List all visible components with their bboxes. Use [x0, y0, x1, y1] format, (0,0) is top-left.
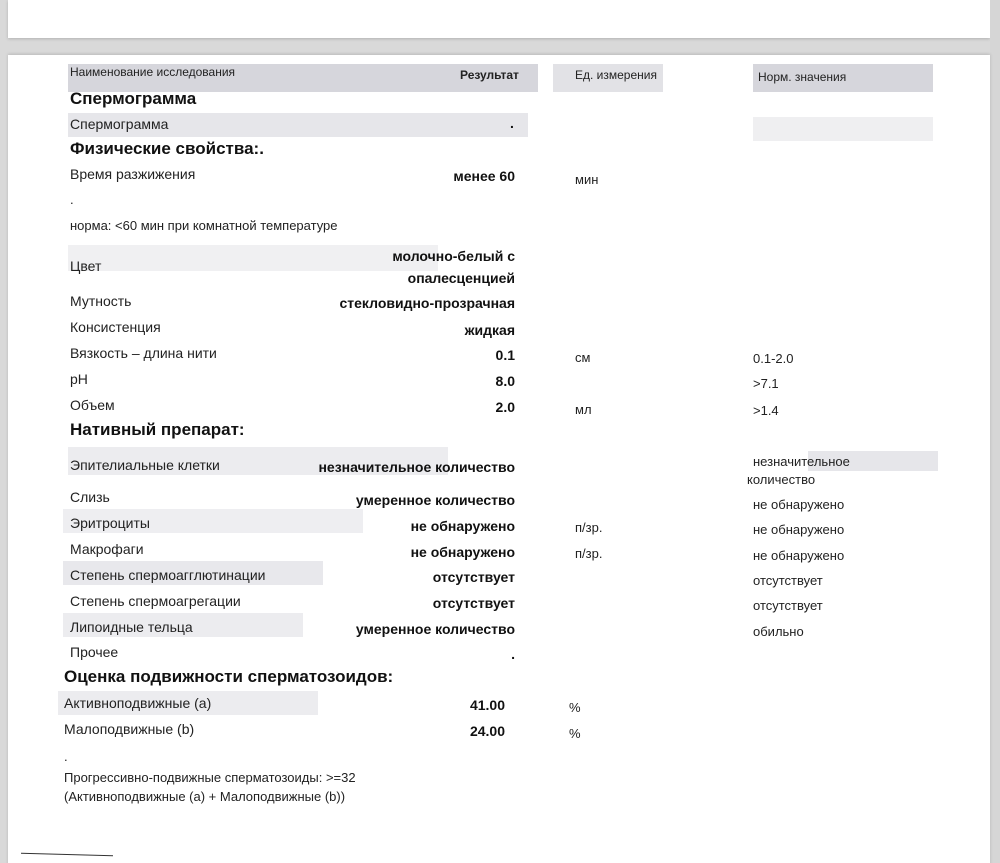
- row-result-aggregation: отсутствует: [432, 595, 515, 611]
- motility-note-line1: Прогрессивно-подвижные сперматозоиды: >=32: [64, 770, 356, 785]
- row-result-liquefaction: менее 60: [453, 168, 515, 184]
- row-norm-agglutination: отсутствует: [753, 573, 823, 588]
- row-result-agglutination: отсутствует: [432, 569, 515, 585]
- viewer-edge: [990, 0, 1000, 863]
- row-name-color: Цвет: [70, 258, 102, 274]
- row-unit-low-motile: %: [569, 726, 581, 741]
- row-result-spermogram: .: [510, 115, 514, 131]
- row-unit-macrophages: п/зр.: [575, 546, 603, 561]
- row-result-volume: 2.0: [495, 399, 515, 415]
- section-title-physical: Физические свойства:.: [70, 139, 264, 158]
- row-result-color-line1: молочно-белый с: [392, 248, 515, 264]
- row-name-epithelial: Эпителиальные клетки: [70, 457, 220, 473]
- row-name-aggregation: Степень спермоагрегации: [70, 593, 241, 609]
- row-norm-lipoid-bodies: обильно: [753, 624, 804, 639]
- row-name-active-motile: Активноподвижные (a): [64, 695, 212, 711]
- previous-page: [8, 0, 990, 38]
- row-norm-aggregation: отсутствует: [753, 598, 823, 613]
- lab-report-page: [8, 55, 990, 863]
- row-name-lipoid-bodies: Липоидные тельца: [70, 619, 193, 635]
- dot-marker: .: [70, 192, 74, 207]
- row-name-volume: Объем: [70, 397, 115, 413]
- row-name-agglutination: Степень спермоагглютинации: [70, 567, 266, 583]
- row-band: [753, 117, 933, 141]
- liquefaction-note: норма: <60 мин при комнатной температуре: [70, 218, 338, 233]
- row-result-color-line2: опалесценцией: [407, 270, 515, 286]
- col-header-unit: Ед. измерения: [575, 68, 657, 82]
- row-result-low-motile: 24.00: [469, 723, 505, 739]
- row-result-other: .: [511, 646, 515, 662]
- signature-line: [21, 853, 113, 856]
- row-result-consistency: жидкая: [464, 322, 515, 338]
- row-name-turbidity: Мутность: [70, 293, 132, 309]
- row-norm-ph: >7.1: [753, 376, 779, 391]
- row-norm-macrophages: не обнаружено: [753, 548, 845, 563]
- row-name-liquefaction: Время разжижения: [70, 166, 196, 182]
- row-unit-liquefaction: мин: [575, 172, 599, 187]
- row-unit-erythrocytes: п/зр.: [575, 520, 603, 535]
- col-header-name: Наименование исследования: [70, 65, 236, 79]
- col-header-norm: Норм. значения: [758, 70, 847, 84]
- section-title-spermogram: Спермограмма: [70, 89, 197, 108]
- row-name-viscosity: Вязкость – длина нити: [70, 345, 217, 361]
- row-result-lipoid-bodies: умеренное количество: [355, 621, 515, 637]
- row-norm-epithelial-line2: количество: [747, 472, 816, 487]
- motility-note-line2: (Активноподвижные (a) + Малоподвижные (b)): [64, 789, 346, 804]
- row-unit-viscosity: см: [575, 350, 591, 365]
- row-norm-mucus: не обнаружено: [753, 497, 845, 512]
- row-result-mucus: умеренное количество: [355, 492, 515, 508]
- row-result-viscosity: 0.1: [495, 347, 515, 363]
- row-unit-active-motile: %: [569, 700, 581, 715]
- row-name-erythrocytes: Эритроциты: [70, 515, 150, 531]
- row-result-macrophages: не обнаружено: [410, 544, 515, 560]
- row-result-ph: 8.0: [495, 373, 515, 389]
- section-title-native: Нативный препарат:: [70, 420, 245, 439]
- row-name-ph: pH: [70, 371, 88, 387]
- row-result-erythrocytes: не обнаружено: [410, 518, 515, 534]
- col-header-result: Результат: [460, 68, 519, 82]
- row-result-active-motile: 41.00: [469, 697, 505, 713]
- row-name-spermogram: Спермограмма: [70, 116, 169, 132]
- row-result-turbidity: стекловидно-прозрачная: [339, 295, 515, 311]
- row-norm-volume: >1.4: [753, 403, 779, 418]
- row-name-macrophages: Макрофаги: [70, 541, 144, 557]
- row-name-other: Прочее: [70, 644, 119, 660]
- row-result-epithelial: незначительное количество: [318, 459, 515, 475]
- dot-marker: .: [64, 749, 68, 764]
- row-name-consistency: Консистенция: [70, 319, 161, 335]
- row-unit-volume: мл: [575, 402, 592, 417]
- row-band: [68, 245, 438, 271]
- row-name-low-motile: Малоподвижные (b): [64, 721, 195, 737]
- row-norm-viscosity: 0.1-2.0: [753, 351, 794, 366]
- row-norm-erythrocytes: не обнаружено: [753, 522, 845, 537]
- section-title-motility: Оценка подвижности сперматозоидов:: [64, 667, 394, 686]
- row-norm-epithelial-line1: незначительное: [753, 454, 850, 469]
- row-name-mucus: Слизь: [70, 489, 110, 505]
